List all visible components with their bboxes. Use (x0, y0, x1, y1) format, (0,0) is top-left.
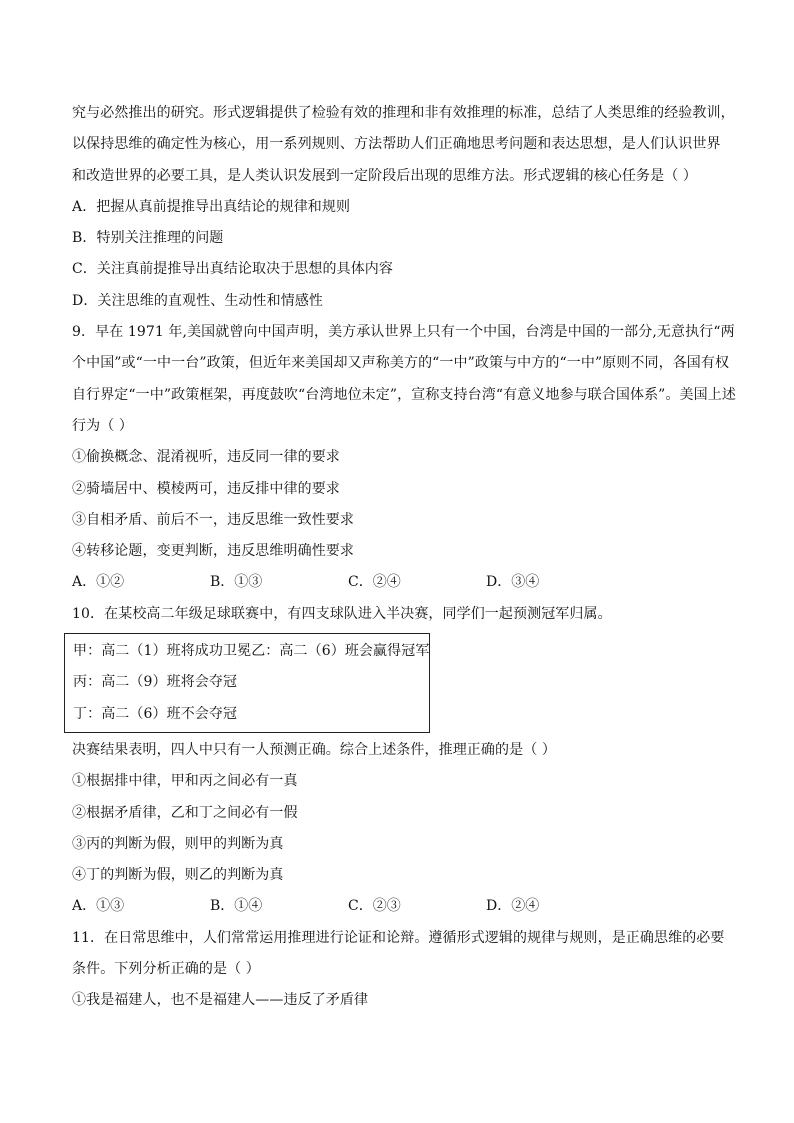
question-stem-line: 条件。下列分析正确的是（ ） (72, 961, 260, 978)
statement-2: ②根据矛盾律，乙和丁之间必有一假 (72, 804, 298, 821)
statement-4: ④丁的判断为假，则乙的判断为真 (72, 867, 284, 884)
answer-choices (72, 891, 724, 922)
choice-b: B．①③ (210, 574, 263, 591)
question-stem-line: 个中国”或“一中一台”政策，但近年来美国却又声称美方的“一中”政策与中方的“一中”原则不同，各国有权 (72, 355, 730, 372)
question-stem-line: 11．在日常思维中，人们常常运用推理进行论证和论辩。遵循形式逻辑的规律与规则，是正确思维的必要 (72, 929, 725, 946)
choice-a: A．①② (72, 574, 125, 591)
intro-passage (72, 98, 735, 317)
option-b: B．特别关注推理的问题 (72, 230, 224, 247)
statement-2: ②骑墙居中、模棱两可，违反排中律的要求 (72, 480, 340, 497)
prediction-box (64, 633, 430, 733)
question-stem-line: 自行界定“一中”政策框架，再度鼓吹“台湾地位未定”，宣称支持台湾“有意义地参与联合国体系”。美国上述 (72, 386, 736, 403)
statement-3: ③丙的判断为假，则甲的判断为真 (72, 835, 284, 852)
statement-1: ①我是福建人，也不是福建人——违反了矛盾律 (72, 992, 369, 1009)
question-10 (72, 599, 724, 923)
passage-line: 和改造世界的必要工具，是人类认识发展到一定阶段后出现的思维方法。形式逻辑的核心任务是（ ） (72, 167, 697, 184)
passage-line: 究与必然推出的研究。形式逻辑提供了检验有效的推理和非有效推理的标准，总结了人类思维的经验教训， (72, 105, 735, 121)
choice-c: C．②③ (348, 898, 401, 915)
statement-1: ①偷换概念、混淆视听，违反同一律的要求 (72, 449, 340, 466)
choice-b: B．①④ (210, 898, 263, 915)
option-c: C．关注真前提推导出真结论取决于思想的具体内容 (72, 261, 394, 278)
question-stem-line: 10．在某校高二年级足球联赛中，有四支球队进入半决赛，同学们一起预测冠军归属。 (72, 605, 612, 622)
statement-1: ①根据排中律，甲和丙之间必有一真 (72, 773, 298, 790)
question-9 (72, 317, 736, 599)
choice-c: C．②④ (348, 574, 401, 591)
option-d: D．关注思维的直观性、生动性和情感性 (72, 292, 324, 309)
option-a: A．把握从真前提推导出真结论的规律和规则 (72, 198, 351, 215)
prediction-line: 甲：高二（1）班将成功卫冕乙：高二（6）班会赢得冠军 (73, 643, 430, 660)
answer-choices (72, 567, 724, 598)
prediction-line: 丁：高二（6）班不会夺冠 (73, 705, 238, 722)
question-11 (72, 923, 724, 1017)
question-stem-line: 行为（ ） (72, 417, 133, 434)
question-stem-line: 决赛结果表明，四人中只有一人预测正确。综合上述条件，推理正确的是（ ） (72, 741, 556, 758)
choice-d: D．③④ (486, 574, 540, 591)
document-page (72, 98, 736, 1017)
question-stem-line: 9．早在 1971 年,美国就曾向中国声明，美方承认世界上只有一个中国，台湾是中国的一部分,无意执行“两 (72, 324, 735, 341)
choice-d: D．②④ (486, 898, 540, 915)
passage-line: 以保持思维的确定性为核心，用一系列规则、方法帮助人们正确地思考问题和表达思想，是人们认识世界 (72, 136, 721, 153)
statement-3: ③自相矛盾、前后不一，违反思维一致性要求 (72, 511, 354, 528)
prediction-line: 丙：高二（9）班将会夺冠 (73, 674, 238, 691)
statement-4: ④转移论题，变更判断，违反思维明确性要求 (72, 543, 354, 560)
choice-a: A．①③ (72, 898, 125, 915)
